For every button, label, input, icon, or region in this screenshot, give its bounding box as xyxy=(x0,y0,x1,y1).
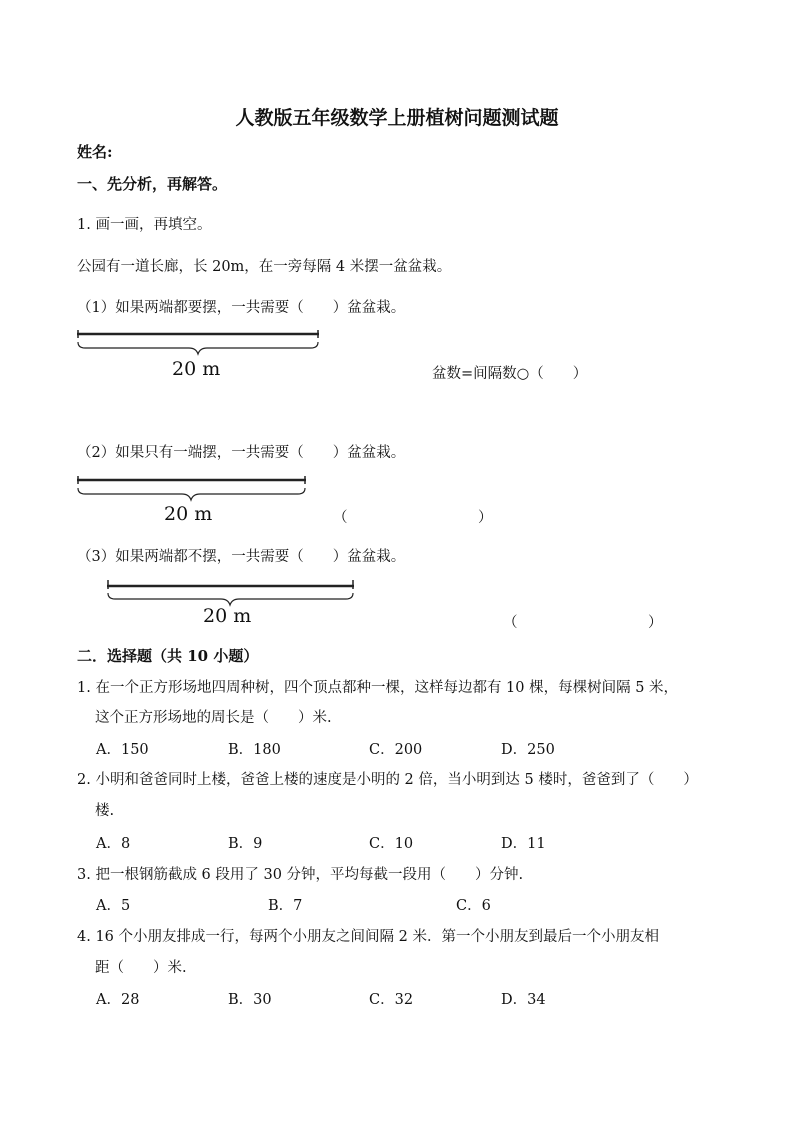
mc4-question-line2: 距（ ）米. xyxy=(95,960,187,976)
mc2-option-a: A．8 xyxy=(96,836,131,852)
name-label: 姓名: xyxy=(77,143,113,161)
mc1-option-d: D．250 xyxy=(501,742,555,758)
page-title: 人教版五年级数学上册植树问题测试题 xyxy=(235,107,559,129)
mc2-question-line1: 2. 小明和爸爸同时上楼，爸爸上楼的速度是小明的 2 倍，当小明到达 5 楼时，爸爸到了（ ） xyxy=(77,772,698,788)
mc3-option-c: C．6 xyxy=(456,898,491,914)
part3-question: （3）如果两端都不摆，一共需要（ ）盆盆栽。 xyxy=(77,549,406,565)
mc1-question-line2: 这个正方形场地的周长是（ ）米. xyxy=(95,710,332,726)
part1-question: （1）如果两端都要摆，一共需要（ ）盆盆栽。 xyxy=(77,300,406,316)
mc3-question-line1: 3. 把一根钢筋截成 6 段用了 30 分钟，平均每截一段用（ ）分钟. xyxy=(77,867,524,883)
mc1-option-b: B．180 xyxy=(228,742,281,758)
part2-question: （2）如果只有一端摆，一共需要（ ）盆盆栽。 xyxy=(77,445,406,461)
part1-formula: 盆数=间隔数○（ ） xyxy=(432,366,588,382)
part1-segment-diagram xyxy=(77,330,322,360)
mc1-option-c: C．200 xyxy=(369,742,423,758)
part3-segment-diagram xyxy=(107,580,357,608)
part1-length-label: 20 m xyxy=(172,358,221,380)
mc1-question-line1: 1. 在一个正方形场地四周种树，四个顶点都种一棵，这样每边都有 10 棵，每棵树间隔 5 米， xyxy=(77,680,679,696)
mc4-question-line1: 4. 16 个小朋友排成一行，每两个小朋友之间间隔 2 米．第一个小朋友到最后一个小朋友相 xyxy=(77,929,659,945)
mc2-question-line2: 楼. xyxy=(95,803,115,819)
mc2-option-c: C．10 xyxy=(369,836,414,852)
part3-answer-blank: （ ） xyxy=(503,615,663,631)
section2-heading: 二．选择题（共 10 小题） xyxy=(77,647,259,665)
part2-answer-blank: （ ） xyxy=(333,510,493,526)
mc3-option-a: A．5 xyxy=(96,898,131,914)
mc4-option-a: A．28 xyxy=(96,992,140,1008)
mc3-option-b: B．7 xyxy=(268,898,303,914)
q1-intro: 1. 画一画，再填空。 xyxy=(77,217,212,233)
mc2-option-d: D．11 xyxy=(501,836,546,852)
section1-heading: 一、先分析，再解答。 xyxy=(77,175,228,193)
part2-length-label: 20 m xyxy=(164,503,213,525)
mc1-option-a: A．150 xyxy=(96,742,149,758)
part2-segment-diagram xyxy=(77,476,309,506)
mc2-option-b: B．9 xyxy=(228,836,263,852)
mc4-option-c: C．32 xyxy=(369,992,414,1008)
part3-length-label: 20 m xyxy=(203,605,252,627)
q1-story: 公园有一道长廊，长 20m，在一旁每隔 4 米摆一盆盆栽。 xyxy=(77,259,452,275)
mc4-option-d: D．34 xyxy=(501,992,546,1008)
mc4-option-b: B．30 xyxy=(228,992,272,1008)
